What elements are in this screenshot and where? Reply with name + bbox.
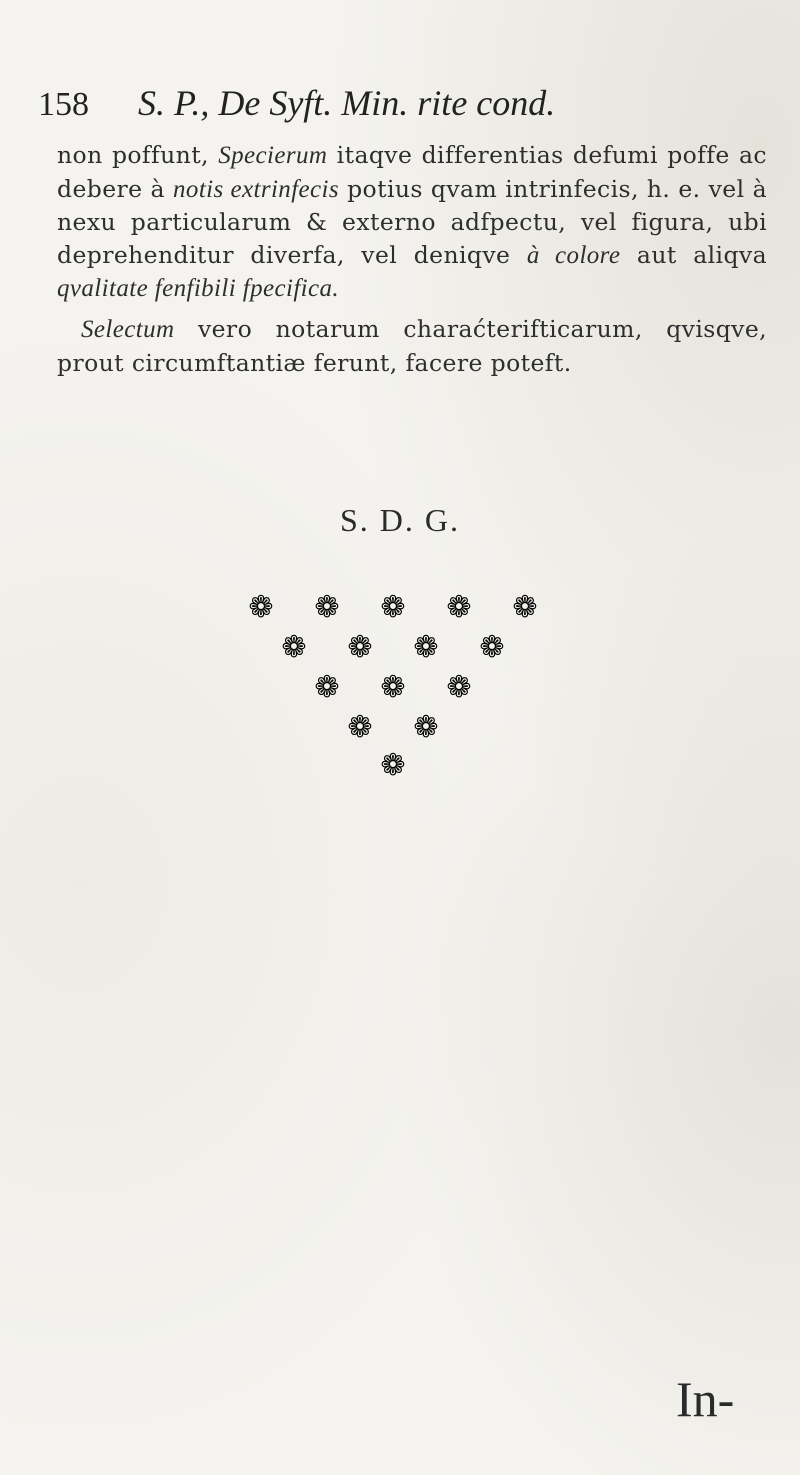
italic-phrase: à colore <box>526 241 621 269</box>
flower-icon: ❁ <box>281 630 307 665</box>
flower-icon: ❁ <box>314 670 340 705</box>
flower-icon: ❁ <box>446 590 472 625</box>
flower-icon: ❁ <box>380 670 406 705</box>
italic-phrase: qvalitate fenfibili fpecifica. <box>57 275 340 303</box>
flower-icon: ❁ <box>413 710 439 745</box>
flower-icon: ❁ <box>347 710 373 745</box>
italic-phrase: Selectum <box>81 315 175 343</box>
italic-phrase: notis extrinfecis <box>173 175 340 203</box>
page-number: 158 <box>38 86 89 123</box>
text-run: vero notarum charaćterifticarum, qvisqve, prout circumftantiæ ferunt, facere poteft. <box>57 314 767 377</box>
running-title: S. P., De Syft. Min. rite cond. <box>138 83 556 123</box>
italic-phrase: Specierum <box>218 142 328 169</box>
signature: S. D. G. <box>339 502 460 538</box>
flower-icon: ❁ <box>380 748 406 783</box>
flower-icon: ❁ <box>248 590 274 625</box>
text-run: non poffunt, <box>57 141 219 169</box>
flower-icon: ❁ <box>347 630 373 665</box>
flower-icon: ❁ <box>314 590 340 625</box>
flower-icon: ❁ <box>512 590 538 625</box>
catchword: In- <box>676 1371 735 1427</box>
text-run: aut aliqva <box>620 240 767 269</box>
flower-icon: ❁ <box>446 670 472 705</box>
text-run: potius qvam intrinfecis, h. e. vel à nexu particularum & externo adfpectu, vel figura, ubi deprehenditur diverfa, vel deniqve <box>57 174 768 269</box>
flower-icon: ❁ <box>380 590 406 625</box>
text-run: itaqve differentias defumi poffe ac debere à <box>57 141 767 203</box>
flower-icon: ❁ <box>479 630 505 665</box>
flower-icon: ❁ <box>413 630 439 665</box>
